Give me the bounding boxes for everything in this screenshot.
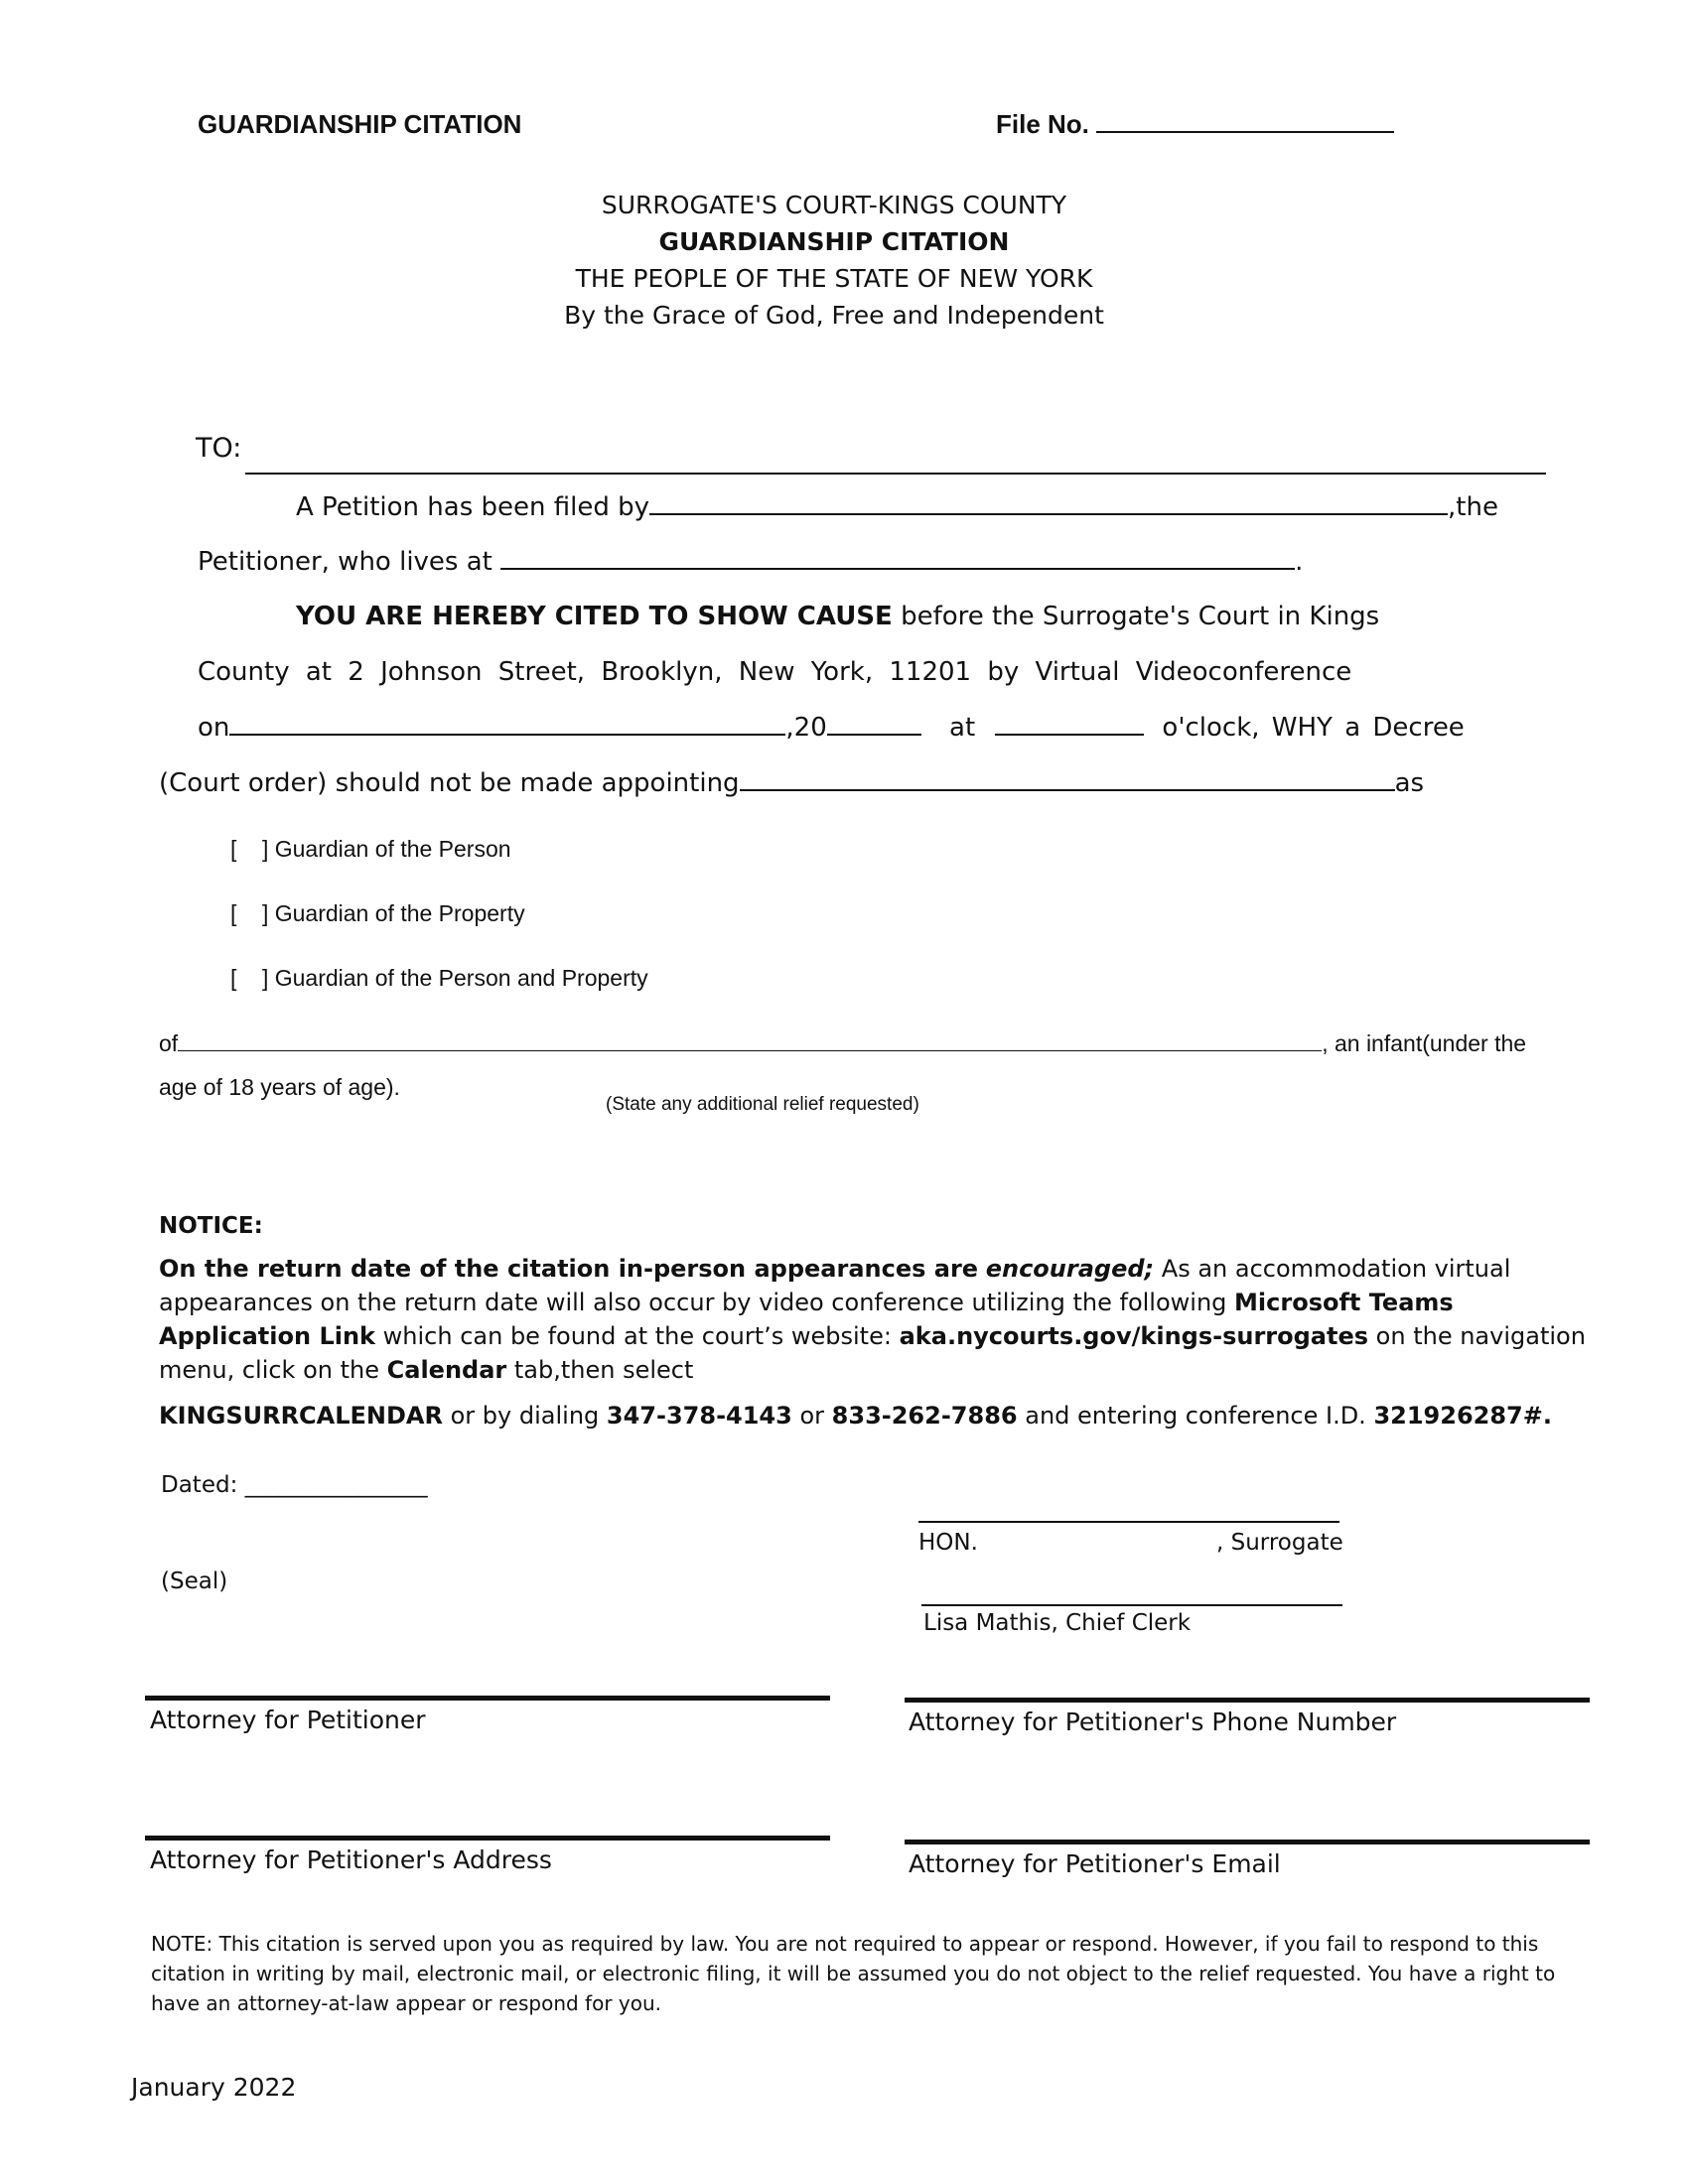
file-number-field[interactable] [1096,131,1394,133]
petitioner-name-field[interactable] [649,513,1448,515]
clerk-name: Lisa Mathis, Chief Clerk [923,1610,1192,1636]
additional-relief-label: (State any additional relief requested) [606,1094,919,1115]
conference-id: 321926287#. [1373,1402,1552,1430]
file-number-label: File No. [996,109,1394,140]
surrogate-signature-line[interactable] [918,1521,1339,1523]
appointing-line: (Court order) should not be made appointing as [159,768,1425,798]
surrogate-label: , Surrogate [1216,1530,1343,1556]
attorney-email-label: Attorney for Petitioner's Email [909,1849,1281,1878]
attorney-phone-line[interactable] [905,1698,1590,1703]
attorney-email-line[interactable] [905,1840,1590,1844]
checkbox[interactable]: [ ] [230,900,269,926]
attorney-address-label: Attorney for Petitioner's Address [150,1845,552,1874]
county-line: County at 2 Johnson Street, Brooklyn, New York, 11201 by Virtual Videoconference [198,657,1352,687]
hearing-year-field[interactable] [827,734,921,736]
hon-label: HON. [918,1530,978,1556]
notice-heading: NOTICE: [159,1213,263,1239]
attorney-name-label: Attorney for Petitioner [150,1706,426,1734]
attorney-address-line[interactable] [145,1836,830,1841]
seal-label: (Seal) [161,1569,228,1594]
grace-heading: By the Grace of God, Free and Independent [564,301,1104,330]
infant-name-field[interactable] [178,1050,1322,1051]
court-website-link[interactable]: aka.nycourts.gov/kings-surrogates [899,1322,1369,1350]
infant-line: of , an infant(under the [159,1030,1527,1056]
attorney-phone-label: Attorney for Petitioner's Phone Number [909,1707,1397,1736]
petitioner-address-line: Petitioner, who lives at . [198,547,1304,577]
option-guardian-property[interactable]: [ ] Guardian of the Property [230,900,525,926]
phone-number-1: 347-378-4143 [606,1402,792,1430]
hearing-time-field[interactable] [995,734,1144,736]
checkbox[interactable]: [ ] [230,965,269,991]
option-guardian-person-property[interactable]: [ ] Guardian of the Person and Property [230,965,648,991]
dated-line: Dated: ________________ [161,1472,428,1498]
appointee-name-field[interactable] [740,789,1395,791]
phone-number-2: 833-262-7886 [831,1402,1018,1430]
petitioner-address-field[interactable] [500,568,1295,570]
hearing-date-field[interactable] [229,734,785,736]
teams-link: Microsoft Teams Application Link [159,1289,1454,1350]
court-heading [447,187,1221,334]
form-title: GUARDIANSHIP CITATION [198,109,522,139]
petition-line: A Petition has been filed by ,the [296,492,1498,522]
to-field[interactable] [245,473,1546,475]
clerk-signature-line[interactable] [921,1604,1342,1606]
age-text: age of 18 years of age). [159,1074,400,1100]
court-name: SURROGATE'S COURT-KINGS COUNTY [601,191,1067,219]
citation-heading: GUARDIANSHIP CITATION [658,227,1010,256]
footer-note: NOTE: This citation is served upon you as required by law. You are not required to appear or respond. However, if you fail to respond to this citation in writing by mail, electronic mail, or electronic filing, it will be assumed you do not object to the relief requested. You have a right to have an attorney-at-law appear or respond for you. [151,1932,1556,2015]
option-guardian-person[interactable]: [ ] Guardian of the Person [230,836,511,862]
date-line: on ,20 at o'clock, WHY a Decree [198,713,1465,743]
to-label: TO: [196,433,242,464]
checkbox[interactable]: [ ] [230,836,269,862]
cited-line: YOU ARE HEREBY CITED TO SHOW CAUSE before the Surrogate's Court in Kings [296,602,1380,631]
revision-date: January 2022 [131,2073,297,2102]
dated-field[interactable]: ________________ [244,1472,428,1498]
attorney-name-line[interactable] [145,1696,830,1701]
people-heading: THE PEOPLE OF THE STATE OF NEW YORK [575,264,1093,293]
notice-text: On the return date of the citation in-person appearances are encouraged; As an accommodation virtual appearances on the return date will also occur by video conference utilizing the following Microsoft Teams Application Link which can be found at the court’s website: aka.nycourts.gov/kings-surrogates on the navigation menu, click on the Calendar tab,then select KINGSURRCALENDAR or by dialing 347-378-4143 or 833-262-7886 and entering conference I.D. 321926287#. [159,1255,1586,1430]
